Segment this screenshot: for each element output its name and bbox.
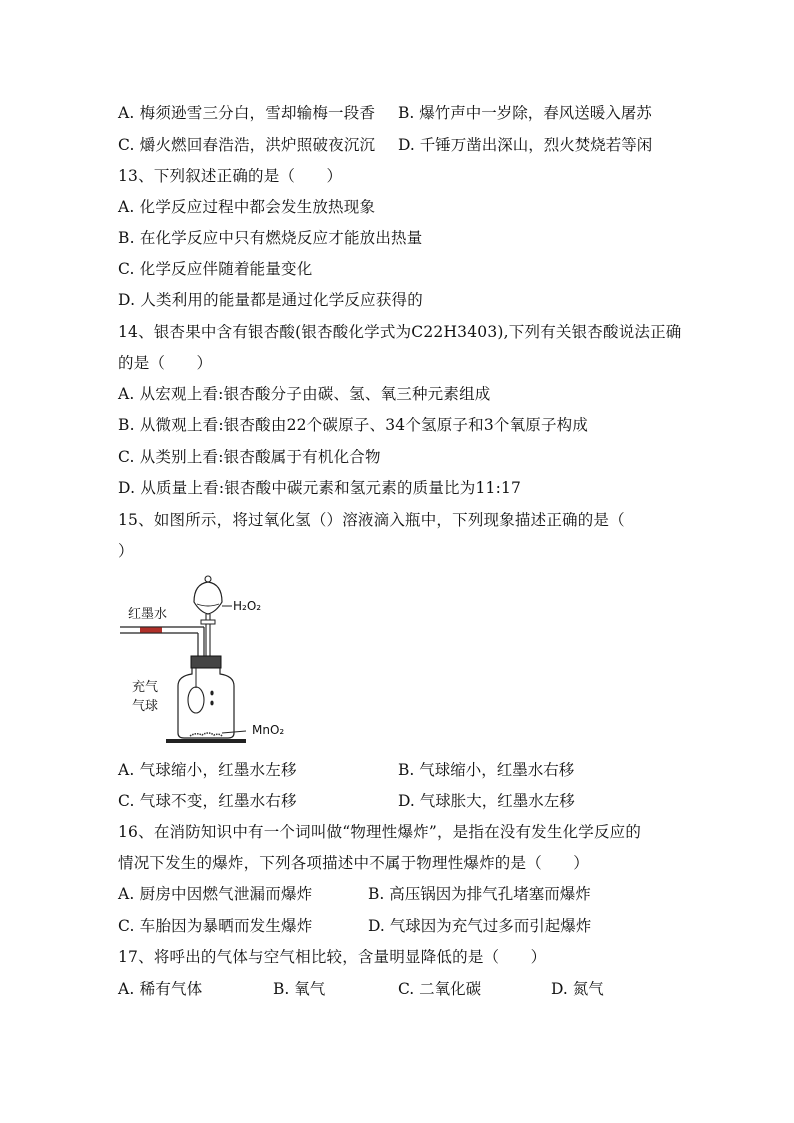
q15-apparatus-figure xyxy=(118,568,288,748)
q17-option-b: B. 氧气 xyxy=(273,980,326,998)
rubber-stopper xyxy=(191,656,221,668)
q17-option-c: C. 二氧化碳 xyxy=(398,980,482,998)
q15-option-d: D. 气球胀大，红墨水左移 xyxy=(398,792,575,810)
droplet-1 xyxy=(210,691,213,696)
balloon xyxy=(188,687,204,713)
label-balloon-2: 气球 xyxy=(132,699,159,714)
funnel-stopper xyxy=(205,576,211,582)
q16-option-d: D. 气球因为充气过多而引起爆炸 xyxy=(368,917,592,935)
q13-option-d: D. 人类利用的能量都是通过化学反应获得的 xyxy=(118,291,423,309)
q13-option-c: C. 化学反应伴随着能量变化 xyxy=(118,260,313,278)
q14-stem-line1: 14、银杏果中含有银杏酸(银杏酸化学式为C22H3403),下列有关银杏酸说法正确 xyxy=(118,323,682,341)
label-h2o2: H₂O₂ xyxy=(233,599,262,613)
q17-option-a: A. 稀有气体 xyxy=(118,980,203,998)
q14-option-d: D. 从质量上看:银杏酸中碳元素和氢元素的质量比为11:17 xyxy=(118,479,522,497)
q13-option-a: A. 化学反应过程中都会发生放热现象 xyxy=(118,198,376,216)
mno2-powder xyxy=(190,733,222,736)
q14-option-b: B. 从微观上看:银杏酸由22个碳原子、34个氢原子和3个氧原子构成 xyxy=(118,416,589,434)
q13-stem: 13、下列叙述正确的是（ ） xyxy=(118,167,343,185)
q15-stem-line2: ） xyxy=(118,542,134,560)
q14-option-c: C. 从类别上看:银杏酸属于有机化合物 xyxy=(118,448,381,466)
label-balloon-1: 充气 xyxy=(132,680,159,695)
droplet-2 xyxy=(210,701,213,706)
q17-stem: 17、将呼出的气体与空气相比较，含量明显降低的是（ ） xyxy=(118,948,547,966)
q16-option-c: C. 车胎因为暴晒而发生爆炸 xyxy=(118,917,313,935)
q16-stem-line2: 情况下发生的爆炸，下列各项描述中不属于物理性爆炸的是（ ） xyxy=(118,854,590,872)
funnel-bulb xyxy=(194,582,222,614)
bottle-outline xyxy=(178,668,234,738)
q15-option-a: A. 气球缩小，红墨水左移 xyxy=(118,761,297,779)
q13-option-b: B. 在化学反应中只有燃烧反应才能放出热量 xyxy=(118,229,423,247)
q15-option-c: C. 气球不变，红墨水右移 xyxy=(118,792,297,810)
apparatus-diagram xyxy=(118,568,288,748)
q16-option-b: B. 高压锅因为排气孔堵塞而爆炸 xyxy=(368,885,591,903)
q17-option-d: D. 氮气 xyxy=(551,980,604,998)
q16-stem-line1: 16、在消防知识中有一个词叫做“物理性爆炸”，是指在没有发生化学反应的 xyxy=(118,823,642,841)
table-base xyxy=(166,739,246,743)
q15-option-b: B. 气球缩小，红墨水右移 xyxy=(398,761,575,779)
q12-option-a: A. 梅须逊雪三分白，雪却输梅一段香 xyxy=(118,104,376,122)
label-mno2: MnO₂ xyxy=(252,723,285,737)
q14-option-a: A. 从宏观上看:银杏酸分子由碳、氢、氧三种元素组成 xyxy=(118,385,491,403)
q12-option-d: D. 千锤万凿出深山，烈火焚烧若等闲 xyxy=(398,136,653,154)
red-ink-plug xyxy=(140,628,162,633)
q12-option-c: C. 爝火燃回春浩浩，洪炉照破夜沉沉 xyxy=(118,136,376,154)
q16-option-a: A. 厨房中因燃气泄漏而爆炸 xyxy=(118,885,313,903)
label-red-ink: 红墨水 xyxy=(128,607,168,622)
funnel-stopcock xyxy=(201,620,215,624)
q14-stem-line2: 的是（ ） xyxy=(118,354,213,372)
q12-option-b: B. 爆竹声中一岁除，春风送暖入屠苏 xyxy=(398,104,652,122)
q15-stem-line1: 15、如图所示，将过氧化氢（）溶液滴入瓶中，下列现象描述正确的是（ xyxy=(118,511,625,529)
funnel-liquid xyxy=(197,604,219,606)
